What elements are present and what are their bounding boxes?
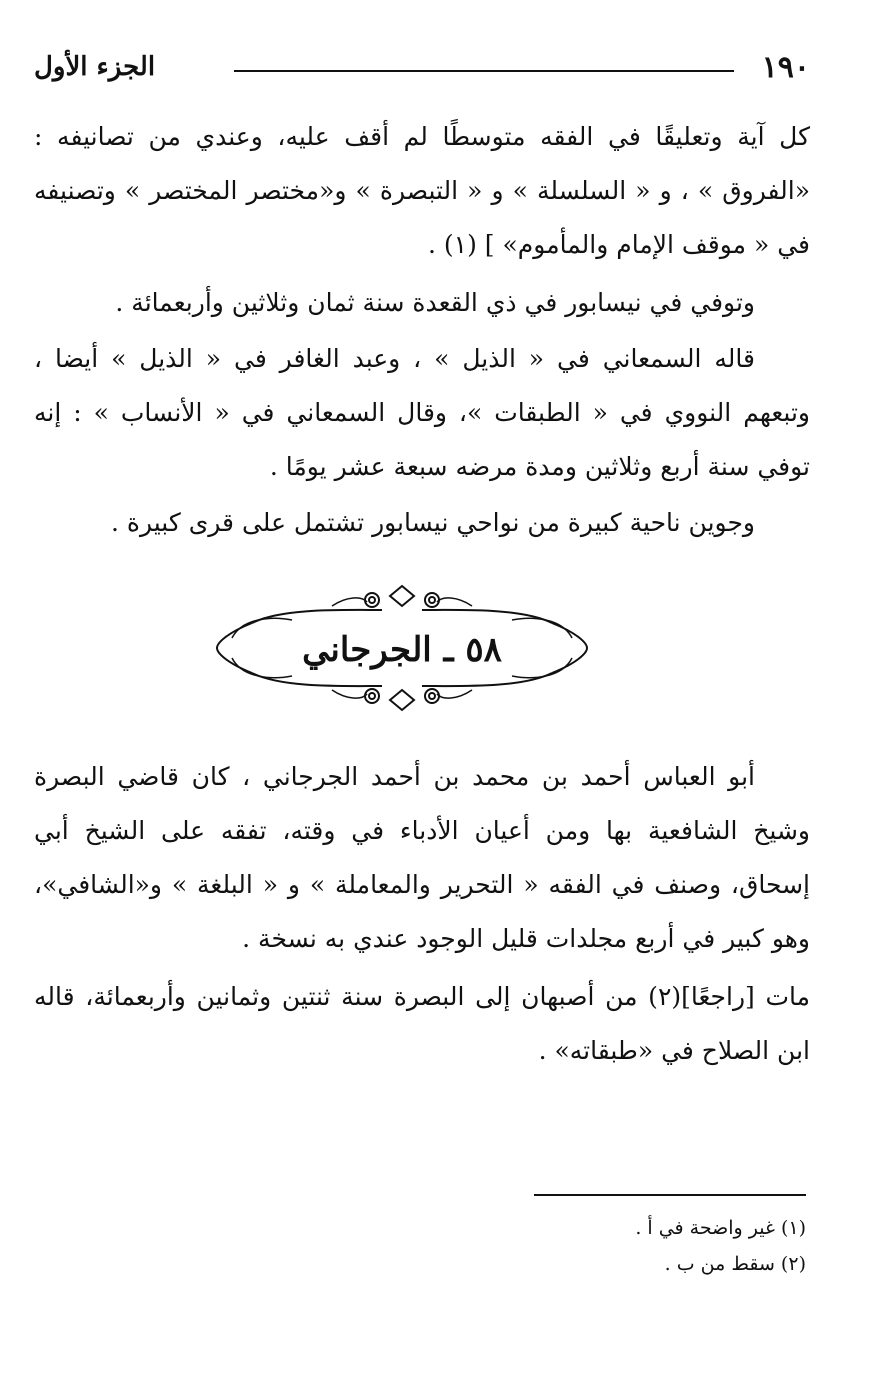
page-number: ١٩٠ xyxy=(761,50,810,85)
paragraph: أبو العباس أحمد بن محمد بن أحمد الجرجاني ، كان قاضي البصرة وشيخ الشافعية بها ومن أعيان الأدباء في وقته، تفقه على الشيخ أبي إسحاق، وصنف في الفقه « التحرير والمعاملة » و « البلغة » و«الشافي»، وهو كبير في أربع مجلدات قليل الوجود عندي به نسخة . xyxy=(34,762,810,953)
header-rule xyxy=(234,70,734,72)
body-text-top xyxy=(34,110,810,550)
footnotes xyxy=(400,1210,806,1282)
page-header xyxy=(34,48,810,92)
footnote: (١) غير واضحة في أ . xyxy=(635,1217,806,1239)
paragraph: قاله السمعاني في « الذيل » ، وعبد الغافر في « الذيل » أيضا ، وتبعهم النووي في « الطبقات »، وقال السمعاني في « الأنساب » : إنه توفي سنة أربع وثلاثين ومدة مرضه سبعة عشر يومًا . xyxy=(34,344,810,481)
paragraph: كل آية وتعليقًا في الفقه متوسطًا لم أقف عليه، وعندي من تصانيفه : «الفروق » ، و « السلسلة » و « التبصرة » و«مختصر المختصر » وتصنيفه في « موقف الإمام والمأموم» ] (١) . xyxy=(34,122,810,259)
paragraph: مات [راجعًا](٢) من أصبهان إلى البصرة سنة ثنتين وثمانين وأربعمائة، قاله ابن الصلاح في «طبقاته» . xyxy=(34,982,811,1065)
body-text-bottom xyxy=(34,750,810,1078)
paragraph: وجوين ناحية كبيرة من نواحي نيسابور تشتمل على قرى كبيرة . xyxy=(110,508,755,537)
part-title: الجزء الأول xyxy=(34,52,156,82)
paragraph: وتوفي في نيسابور في ذي القعدة سنة ثمان وثلاثين وأربعمائة . xyxy=(115,288,755,317)
section-title: ٥٨ ـ الجرجاني xyxy=(302,630,502,670)
footnote-separator xyxy=(534,1194,806,1196)
footnote: (٢) سقط من ب . xyxy=(664,1253,806,1275)
